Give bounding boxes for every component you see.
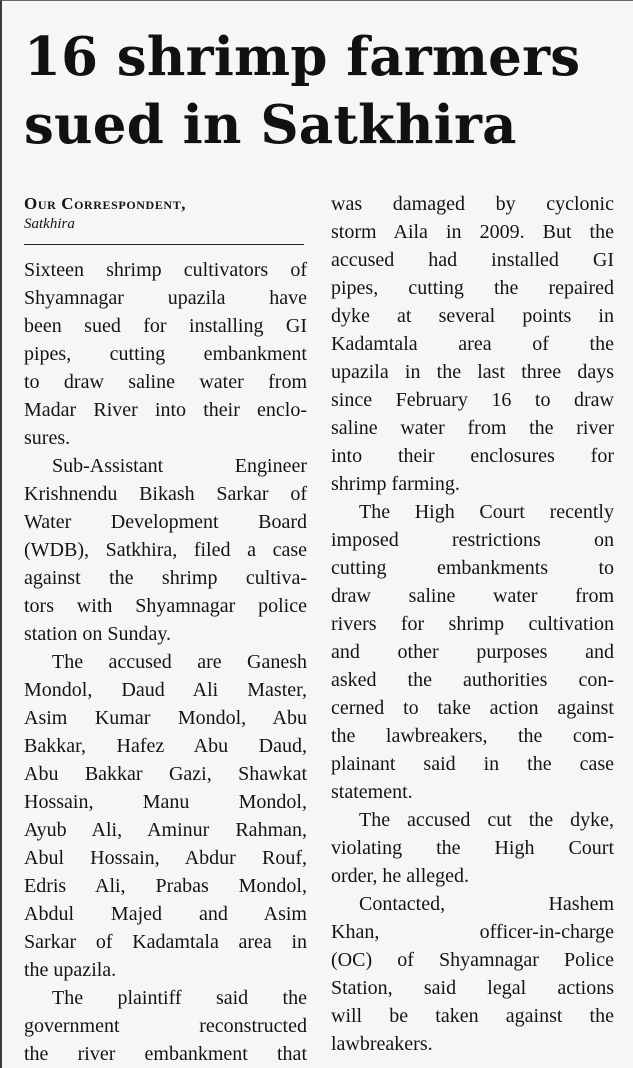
article-line: plainant said in the case [331, 753, 614, 775]
article-line: Water Development Board [24, 511, 307, 533]
article-line: accused had installed GI [331, 249, 614, 271]
article-line: Abul Hossain, Abdur Rouf, [24, 847, 307, 869]
article-line: and other purposes and [331, 641, 614, 663]
article-line: (WDB), Satkhira, filed a case [24, 539, 307, 561]
article-line: the upazila. [24, 959, 117, 981]
article-line: dyke at several points in [331, 305, 614, 327]
article-line: Sarkar of Kadamtala area in [24, 931, 307, 953]
article-line: Krishnendu Bikash Sarkar of [24, 483, 307, 505]
article-line: The accused cut the dyke, [359, 809, 614, 831]
headline-line-2: sued in Satkhira [24, 94, 517, 156]
article-line: Shyamnagar upazila have [24, 287, 307, 309]
article-line: The accused are Ganesh [52, 651, 307, 673]
article-line: Contacted, Hashem [359, 893, 614, 915]
article-line: The High Court recently [359, 501, 614, 523]
article-line: Asim Kumar Mondol, Abu [24, 707, 307, 729]
article-line: pipes, cutting the repaired [331, 277, 614, 299]
article-line: the lawbreakers, the com- [331, 725, 614, 747]
article-line: was damaged by cyclonic [331, 193, 614, 215]
article-line: Sixteen shrimp cultivators of [24, 259, 307, 281]
article-line: (OC) of Shyamnagar Police [331, 949, 614, 971]
article-line: Station, said legal actions [331, 977, 614, 999]
article-line: Abdul Majed and Asim [24, 903, 307, 925]
article-line: Sub-Assistant Engineer [52, 455, 307, 477]
article-line: Edris Ali, Prabas Mondol, [24, 875, 307, 897]
article-line: against the shrimp cultiva- [24, 567, 307, 589]
article-line: the river embankment that [24, 1043, 307, 1065]
article-line: storm Aila in 2009. But the [331, 221, 614, 243]
article-line: since February 16 to draw [331, 389, 614, 411]
article-line: into their enclosures for [331, 445, 614, 467]
byline-name: Our Correspondent, [24, 194, 187, 213]
article-line: imposed restrictions on [331, 529, 614, 551]
byline-divider [24, 244, 304, 245]
article-line: upazila in the last three days [331, 361, 614, 383]
article-line: The plaintiff said the [52, 987, 307, 1009]
byline-place: Satkhira [24, 216, 75, 232]
article-line: order, he alleged. [331, 865, 470, 887]
article-line: Bakkar, Hafez Abu Daud, [24, 735, 307, 757]
article-line: sures. [24, 427, 71, 449]
article-line: Madar River into their enclo- [24, 399, 307, 421]
article-line: lawbreakers. [331, 1033, 433, 1055]
article-line: saline water from the river [331, 417, 614, 439]
article-line: Ayub Ali, Aminur Rahman, [24, 819, 307, 841]
article-line: Hossain, Manu Mondol, [24, 791, 307, 813]
headline [24, 23, 624, 159]
article-line: government reconstructed [24, 1015, 307, 1037]
article-line: asked the authorities con- [331, 669, 614, 691]
article-line: cutting embankments to [331, 557, 614, 579]
article-line: Mondol, Daud Ali Master, [24, 679, 307, 701]
article-line: station on Sunday. [24, 623, 172, 645]
article-line: Kadamtala area of the [331, 333, 614, 355]
headline-line-1: 16 shrimp farmers [24, 26, 581, 88]
article-line: pipes, cutting embankment [24, 343, 307, 365]
article-line: rivers for shrimp cultivation [331, 613, 614, 635]
article-line: statement. [331, 781, 413, 803]
article-line: Abu Bakkar Gazi, Shawkat [24, 763, 307, 785]
article-line: been sued for installing GI [24, 315, 307, 337]
byline [24, 193, 304, 234]
article-line: shrimp farming. [331, 473, 460, 495]
article-line: Khan, officer-in-charge [331, 921, 614, 943]
article-line: will be taken against the [331, 1005, 614, 1027]
article-line: draw saline water from [331, 585, 614, 607]
article-line: tors with Shyamnagar police [24, 595, 307, 617]
article-line: to draw saline water from [24, 371, 307, 393]
article-line: cerned to take action against [331, 697, 614, 719]
article-line: violating the High Court [331, 837, 614, 859]
